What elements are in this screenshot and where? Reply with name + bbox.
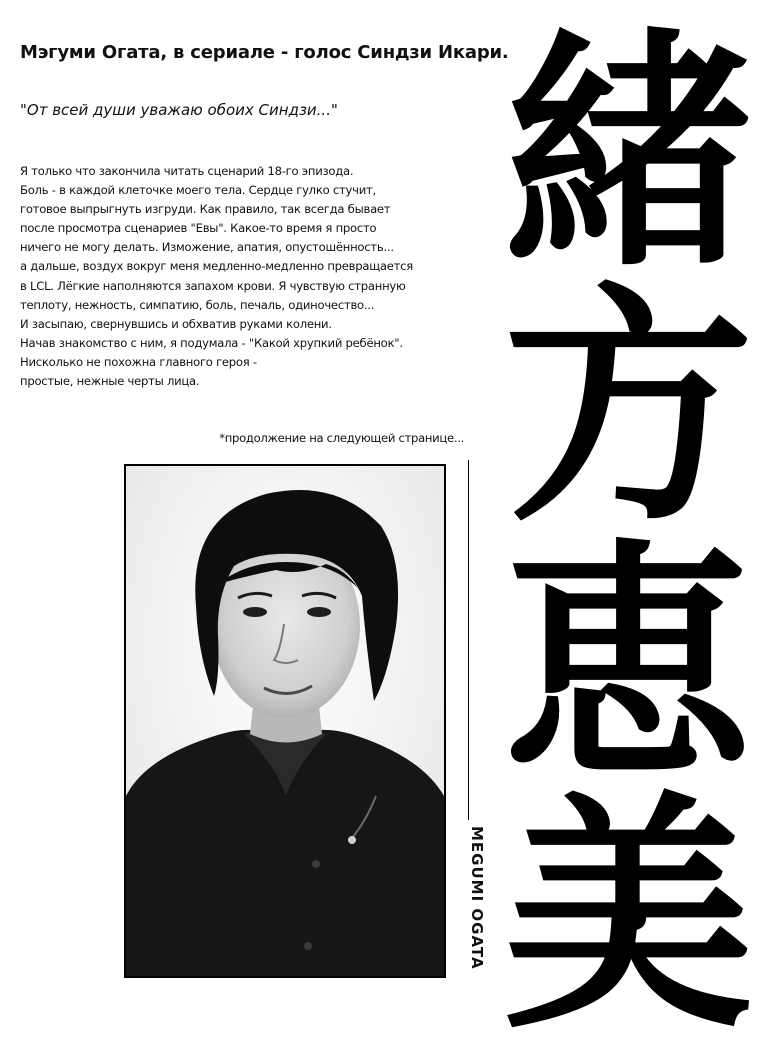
latin-name-text: MEGUMI OGATA xyxy=(468,826,486,970)
portrait-photo xyxy=(124,464,446,978)
article-quote: "От всей души уважаю обоих Синдзи..." xyxy=(20,101,338,119)
kanji-character: 方 xyxy=(503,260,754,554)
article-body xyxy=(20,162,490,391)
article-line: Нисколько не похожна главного героя - xyxy=(20,354,257,369)
kanji-character: 恵 xyxy=(503,516,754,810)
article-line: Боль - в каждой клеточке моего тела. Сердце гулко стучит, xyxy=(20,183,376,198)
kanji-character: 美 xyxy=(503,768,754,1062)
japanese-name-column xyxy=(500,0,757,1062)
portrait-illustration xyxy=(126,466,444,976)
article-line: И засыпаю, свернувшись и обхватив руками колени. xyxy=(20,316,332,331)
article-line: ничего не могу делать. Изможение, апатия, опустошённость... xyxy=(20,240,394,255)
latin-name xyxy=(466,826,488,1006)
kanji-character: 緒 xyxy=(503,6,754,300)
article-line: простые, нежные черты лица. xyxy=(20,374,200,389)
article-line: в LCL. Лёгкие наполняются запахом крови. Я чувствую странную xyxy=(20,278,406,293)
continued-note: *продолжение на следующей странице... xyxy=(219,431,464,445)
article-line: готовое выпрыгнуть изгруди. Как правило, так всегда бывает xyxy=(20,202,391,217)
article-line: Я только что закончила читать сценарий 18-го эпизода. xyxy=(20,164,354,178)
article-line: после просмотра сценариев "Евы". Какое-то время я просто xyxy=(20,221,377,236)
article-line: Начав знакомство с ним, я подумала - "Какой хрупкий ребёнок". xyxy=(20,335,403,350)
name-divider-line xyxy=(468,460,469,820)
article-line: теплоту, нежность, симпатию, боль, печаль, одиночество... xyxy=(20,297,375,312)
article-heading: Мэгуми Огата, в сериале - голос Синдзи Икари. xyxy=(20,42,509,63)
article-line: а дальше, воздух вокруг меня медленно-медленно превращается xyxy=(20,259,413,274)
